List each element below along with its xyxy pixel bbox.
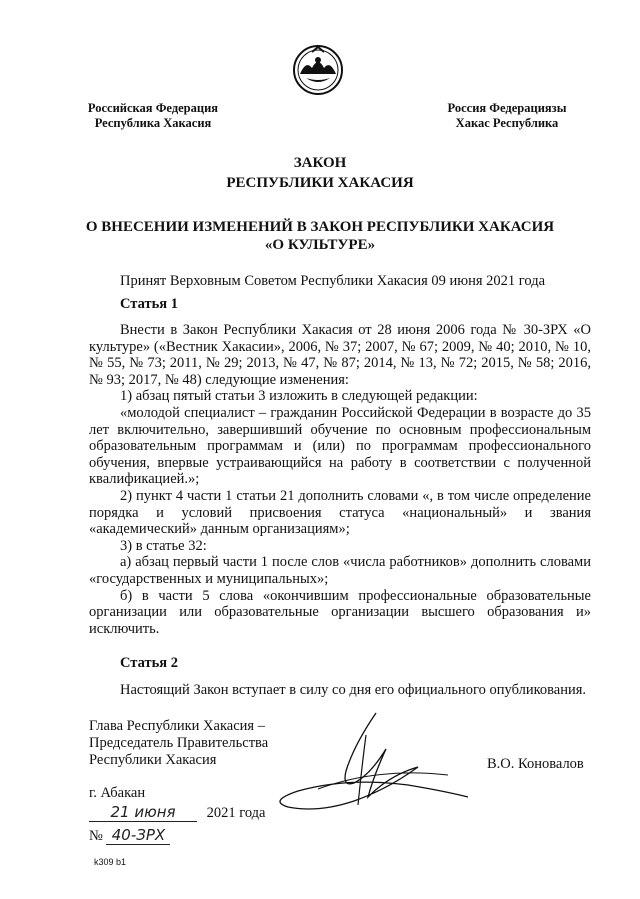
title-line: ЗАКОН bbox=[293, 155, 347, 171]
document-title bbox=[60, 153, 580, 193]
paragraph: 2) пункт 4 части 1 статьи 21 дополнить словами «, в том числе определение порядка и условий присвоения статуса «национальный» и звания «академический» данным организациям»; bbox=[89, 487, 591, 538]
paragraph: 1) абзац пятый статьи 3 изложить в следующей редакции: bbox=[120, 388, 478, 405]
subtitle-line: «О КУЛЬТУРЕ» bbox=[264, 237, 376, 253]
date-handwritten: 21 июня bbox=[89, 803, 197, 822]
adoption-note: Принят Верховным Советом Республики Хакасия 09 июня 2021 года bbox=[120, 273, 546, 289]
header-right-line: Россия Федерациязы bbox=[447, 101, 567, 115]
document-subtitle bbox=[60, 218, 580, 254]
subtitle-line: О ВНЕСЕНИИ ИЗМЕНЕНИЙ В ЗАКОН РЕСПУБЛИКИ ХАКАСИЯ bbox=[85, 219, 555, 235]
number-row bbox=[89, 826, 170, 845]
article-2-heading: Статья 2 bbox=[120, 655, 178, 671]
paragraph: Внести в Закон Республики Хакасия от 28 июня 2006 года № 30-ЗРХ «О культуре» («Вестник Хакасии», 2006, № 37; 2007, № 67; 2009, № 40; 2010, № 10, № 55, № 73; 2011, № 29; 2013, № 47, № 87; 2014, № 13, № 72; 2015, № 58; 2016, № 93; 2017, № 48) следующие изменения: bbox=[89, 322, 591, 388]
header-left bbox=[78, 101, 228, 131]
title-line: РЕСПУБЛИКИ ХАКАСИЯ bbox=[226, 175, 414, 191]
paragraph: а) абзац первый части 1 после слов «числа работников» дополнить словами «государственных и муниципальных»; bbox=[89, 554, 591, 587]
number-prefix: № bbox=[89, 828, 103, 844]
article-1-body bbox=[89, 322, 591, 637]
header-left-line: Республика Хакасия bbox=[94, 116, 212, 130]
date-row bbox=[89, 803, 265, 822]
place: г. Абакан bbox=[89, 785, 146, 801]
document-code: k309 b1 bbox=[94, 857, 127, 867]
header-right-line: Хакас Республика bbox=[455, 116, 559, 130]
header-right bbox=[432, 101, 582, 131]
paragraph: «молодой специалист – гражданин Российской Федерации в возрасте до 35 лет включительно, завершивший обучение по основным профессиональным образовательным программам и (или) по программам профессионального обучения, впервые устраивающийся на работу в соответствии с полученной квалификацией.»; bbox=[89, 404, 591, 488]
date-year: 2021 года bbox=[206, 805, 266, 821]
paragraph: Настоящий Закон вступает в силу со дня его официального опубликования. bbox=[120, 682, 587, 698]
position-line: Республики Хакасия bbox=[89, 752, 217, 768]
position-line: Глава Республики Хакасия – bbox=[89, 718, 265, 734]
signatory-position bbox=[89, 718, 268, 769]
position-line: Председатель Правительства bbox=[89, 735, 269, 751]
number-handwritten: 40-ЗРХ bbox=[106, 826, 170, 845]
header-left-line: Российская Федерация bbox=[87, 101, 219, 115]
coat-of-arms-emblem bbox=[292, 44, 344, 96]
article-1-heading: Статья 1 bbox=[120, 296, 178, 312]
article-2-body bbox=[89, 682, 591, 699]
signatory-name: В.О. Коновалов bbox=[487, 756, 584, 772]
handwritten-signature bbox=[258, 705, 488, 825]
paragraph: 3) в статье 32: bbox=[120, 537, 207, 554]
paragraph: б) в части 5 слова «окончившим профессиональные образовательные организации или образовательные организации высшего образования и» исключить. bbox=[89, 587, 591, 637]
